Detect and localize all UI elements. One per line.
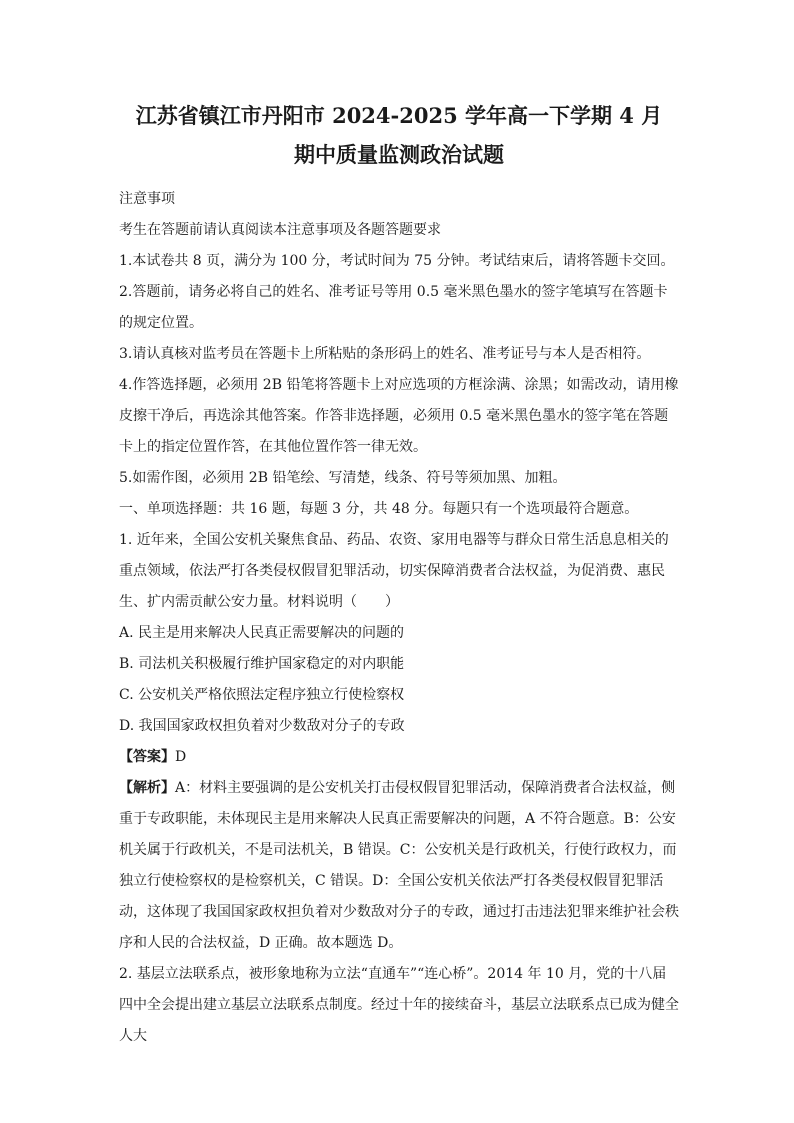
notice-item-5: 5.如需作图，必须用 2B 铅笔绘、写清楚，线条、符号等须加黑、加粗。 bbox=[119, 470, 567, 486]
answer-value: D bbox=[175, 749, 187, 765]
analysis-text: A：材料主要强调的是公安机关打击侵权假冒犯罪活动，保障消费者合法权益，侧重于专政职能，未体现民主是用来解决人民真正需要解决的问题，A 不符合题意。B：公安机关属于行政机关，不是司法机关，B 错误。C：公安机关是行政机关，行使行政权力，而独立行使检察权的是检察机关，C 错误。D：全国公安机关依法严打各类侵权假冒犯罪活动，这体现了我国国家政权担负着对少数敌对分子的专政，通过打击违法犯罪来维护社会秩序和人民的合法权益，D 正确。故本题选 D。 bbox=[119, 780, 679, 951]
notice-item-1: 1.本试卷共 8 页，满分为 100 分，考试时间为 75 分钟。考试结束后，请将答题卡交回。 bbox=[119, 253, 675, 269]
document-title bbox=[119, 96, 679, 174]
notice-item-4: 4.作答选择题，必须用 2B 铅笔将答题卡上对应选项的方框涂满、涂黑；如需改动，请用橡皮擦干净后，再选涂其他答案。作答非选择题，必须用 0.5 毫米黑色墨水的签字笔在答题卡上的指定位置作答，在其他位置作答一律无效。 bbox=[119, 377, 679, 455]
notice-intro: 考生在答题前请认真阅读本注意事项及各题答题要求 bbox=[119, 222, 441, 238]
notice-item-2: 2.答题前，请务必将自己的姓名、准考证号等用 0.5 毫米黑色墨水的签字笔填写在答题卡的规定位置。 bbox=[119, 284, 668, 331]
question-2-stem: 2. 基层立法联系点，被形象地称为立法“直通车”“连心桥”。2014 年 10 月，党的十八届四中全会提出建立基层立法联系点制度。经过十年的接续奋斗，基层立法联系点已成为健全人大 bbox=[119, 966, 679, 1044]
question-1-option-a: A. 民主是用来解决人民真正需要解决的问题的 bbox=[119, 625, 405, 641]
answer-label: 【答案】 bbox=[119, 749, 175, 765]
notice-heading: 注意事项 bbox=[119, 191, 175, 207]
exam-page bbox=[119, 96, 679, 1052]
question-1-analysis bbox=[119, 773, 679, 959]
question-1-option-d: D. 我国国家政权担负着对少数敌对分子的专政 bbox=[119, 718, 405, 734]
section-heading: 一、单项选择题：共 16 题，每题 3 分，共 48 分。每题只有一个选项最符合题意。 bbox=[119, 501, 639, 517]
notice-item-3: 3.请认真核对监考员在答题卡上所粘贴的条形码上的姓名、准考证号与本人是否相符。 bbox=[119, 346, 651, 362]
document-body bbox=[119, 184, 679, 1052]
question-1-stem: 1. 近年来，全国公安机关聚焦食品、药品、农资、家用电器等与群众日常生活息息相关的重点领域，依法严打各类侵权假冒犯罪活动，切实保障消费者合法权益，为促消费、惠民生、扩内需贡献公安力量。材料说明（ ） bbox=[119, 532, 669, 610]
question-1-answer bbox=[119, 742, 679, 773]
question-1-option-c: C. 公安机关严格依照法定程序独立行使检察权 bbox=[119, 687, 405, 703]
title-line-1: 江苏省镇江市丹阳市 2024-2025 学年高一下学期 4 月 bbox=[135, 103, 663, 128]
title-line-2: 期中质量监测政治试题 bbox=[294, 142, 504, 167]
analysis-label: 【解析】 bbox=[119, 780, 175, 796]
question-1-option-b: B. 司法机关积极履行维护国家稳定的对内职能 bbox=[119, 656, 405, 672]
